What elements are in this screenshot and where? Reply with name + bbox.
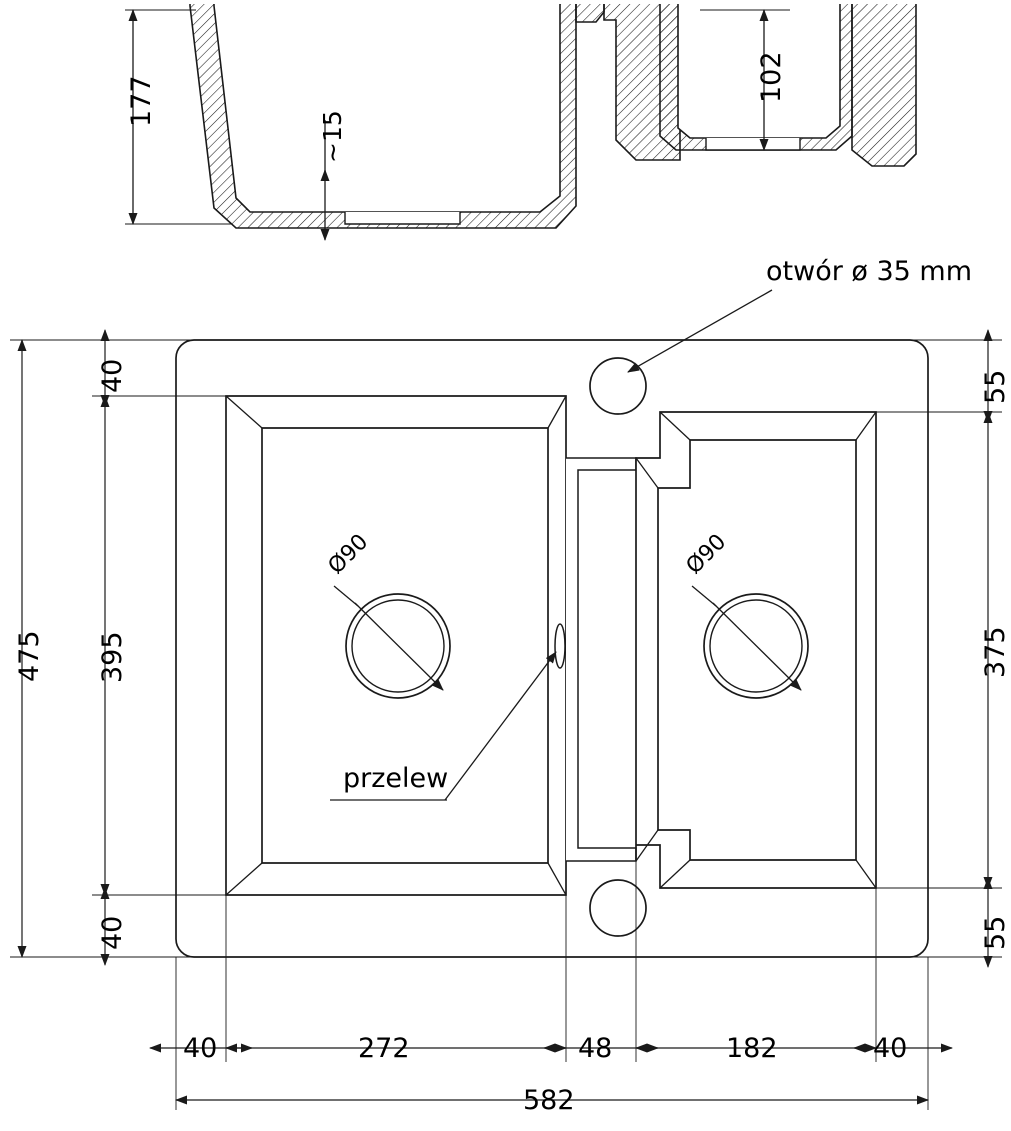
dimension-left-margin: 40 [183,1033,218,1064]
section-view [125,4,916,240]
dimension-base-thickness: ~15 [318,110,347,163]
dimension-overall-width: 582 [523,1085,575,1116]
dimension-right-margin: 40 [873,1033,908,1064]
dimension-top-edge-offset: 40 [97,358,128,393]
dimension-left-bowl-width: 272 [358,1033,410,1064]
dimension-right-bowl-height: 375 [980,626,1011,678]
dimension-depth-small-bowl: 102 [756,51,787,103]
note-tap-hole: otwór ø 35 mm [766,256,973,287]
dimension-bowl-gap: 48 [578,1033,613,1064]
label-left-drain-diameter: Ø90 [323,529,374,580]
top-view [10,290,1002,1110]
label-right-drain-diameter: Ø90 [681,529,732,580]
dimension-right-top-offset: 55 [980,369,1011,404]
dimension-depth-main-bowl: 177 [126,75,157,127]
note-overflow: przelew [343,763,449,794]
dimension-bottom-edge-offset: 40 [97,915,128,950]
dimension-right-bowl-width: 182 [726,1033,778,1064]
dimension-left-bowl-height: 395 [97,631,128,683]
dimension-right-bottom-offset: 55 [980,915,1011,950]
dimension-overall-height: 475 [14,630,45,682]
